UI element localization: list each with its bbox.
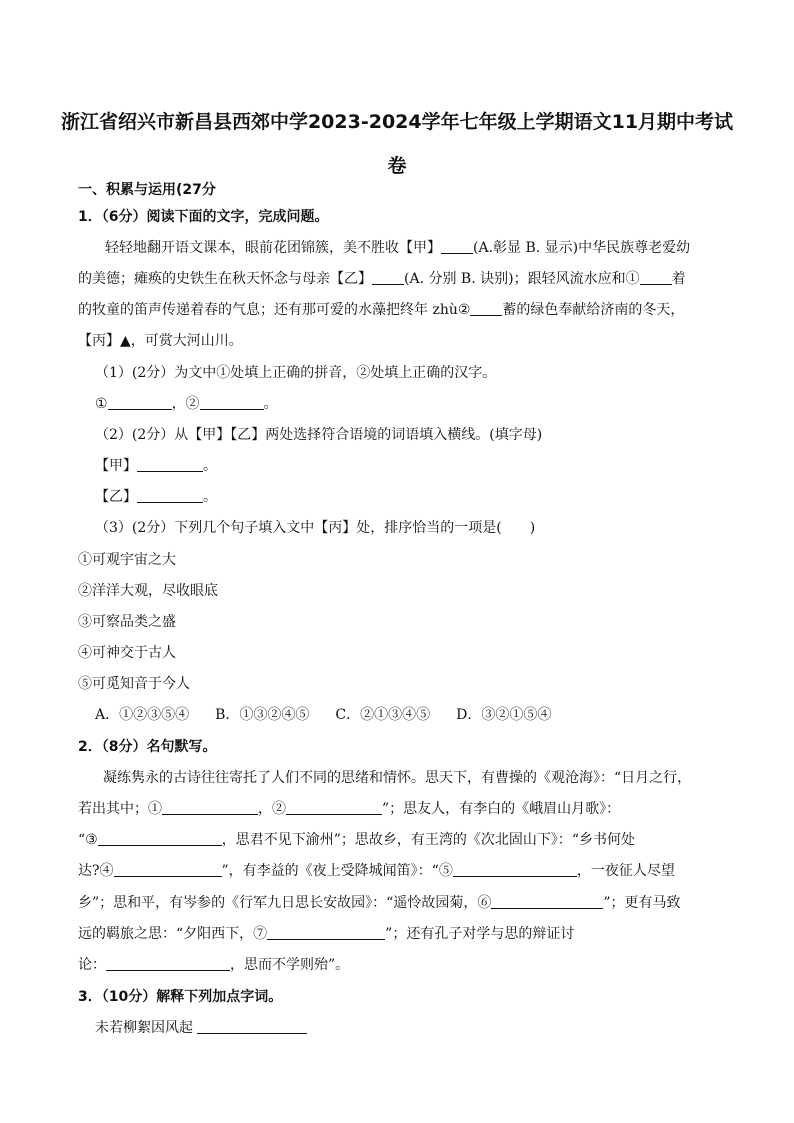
blank-1 xyxy=(640,270,672,285)
blank-yi xyxy=(372,270,404,285)
page-title xyxy=(60,100,734,188)
list-item: ③可察品类之盛 xyxy=(78,614,176,630)
q1-sub-2: （2）(2分）从【甲】【乙】两处选择符合语境的词语填入横线。(填字母) xyxy=(95,427,543,443)
list-item: ①可观宇宙之大 xyxy=(78,552,176,568)
q2-line-3: “③ ，思君不见下渝州”；思故乡，有王湾的《次北固山下》：“乡书何处 xyxy=(78,832,636,848)
title-line-2: 卷 xyxy=(387,155,407,177)
q3-line-1: 未若柳絮因风起 xyxy=(95,1018,755,1038)
q1-sub-2-jia: 【甲】 。 xyxy=(95,458,217,474)
option-a: A．①②③⑤④ xyxy=(95,707,190,723)
q1-options xyxy=(95,705,755,725)
option-d: D．③②①⑤④ xyxy=(456,707,552,723)
option-c: C．②①③④⑤ xyxy=(335,707,431,723)
q1-para-line-4: 【丙】▲，可赏大河山川。 xyxy=(78,333,243,349)
q2-line-6: 远的羁旅之思：“夕阳西下，⑦ ”；还有孔子对学与思的辩证讨 xyxy=(78,926,575,942)
blank-jia xyxy=(441,239,473,254)
q1-para-line-2: 的美德；瘫痪的史铁生在秋天怀念与母亲【乙】 (A. 分别 B. 诀别)；跟轻风流水应和① 着 xyxy=(78,271,686,287)
list-item: ④可神交于古人 xyxy=(78,645,176,661)
option-b: B．①③②④⑤ xyxy=(215,707,310,723)
q3-header: 3．（10分）解释下列加点字词。 xyxy=(78,989,283,1005)
title-line-1: 浙江省绍兴市新昌县西郊中学2023-2024学年七年级上学期语文11月期中考试 xyxy=(60,111,734,133)
q2-line-4: 达?④ ”，有李益的《夜上受降城闻笛》：“⑤ ，一夜征人尽望 xyxy=(78,863,675,879)
section-heading: 一、积累与运用(27分 xyxy=(78,182,216,198)
q1-para-line-3: 的牧童的笛声传递着春的气息；还有那可爱的水藻把终年 zhù② 蓄的绿色奉献给济南的冬天， xyxy=(78,302,685,318)
q2-line-1: 凝练隽永的古诗往往寄托了人们不同的思绪和情怀。思天下，有曹操的《观沧海》：“日月之行， xyxy=(103,770,692,786)
q1-header: 1．（6分）阅读下面的文字，完成问题。 xyxy=(78,209,329,225)
list-item: ②洋洋大观，尽收眼底 xyxy=(78,583,218,599)
q2-line-2: 若出其中；① ，② ”；思友人，有李白的《峨眉山月歌》： xyxy=(78,801,621,817)
q1-sub-2-yi: 【乙】 。 xyxy=(95,489,217,505)
q2-line-7: 论： ，思而不学则殆”。 xyxy=(78,957,350,973)
q1-sub-1: （1）(2分）为文中①处填上正确的拼音，②处填上正确的汉字。 xyxy=(95,365,497,381)
q1-sub-1-answer: ① ，② 。 xyxy=(95,396,278,412)
q2-header: 2．（8分）名句默写。 xyxy=(78,739,217,755)
q1-sub-3: （3）(2分）下列几个句子填入文中【丙】处，排序恰当的一项是( ) xyxy=(95,520,536,536)
q2-line-5: 乡”；思和平，有岑参的《行军九日思长安故园》：“遥怜故园菊，⑥ ”；更有马致 xyxy=(78,895,681,911)
q1-para-line-1: 轻轻地翻开语文课本，眼前花团锦簇，美不胜收【甲】 (A.彰显 B. 显示)中华民族尊老爱幼 xyxy=(105,240,691,256)
list-item: ⑤可觅知音于今人 xyxy=(78,676,190,692)
blank-2 xyxy=(470,301,502,316)
